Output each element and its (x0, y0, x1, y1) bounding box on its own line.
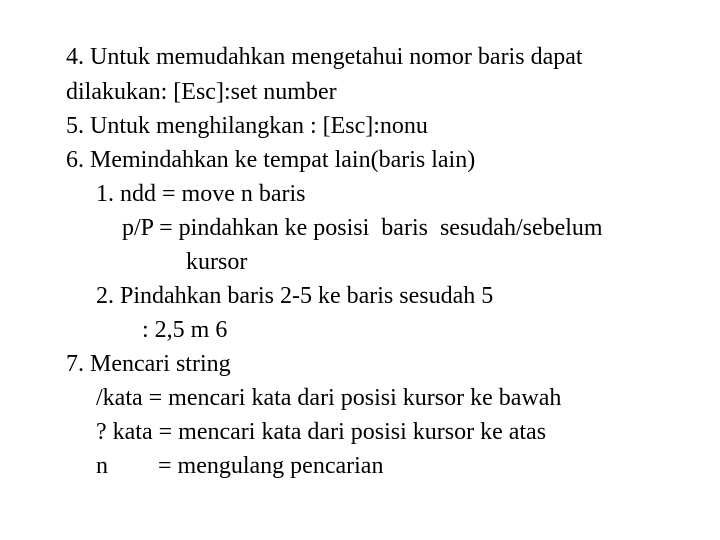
text-line: dilakukan: [Esc]:set number (66, 79, 337, 105)
text-line: n (96, 453, 108, 479)
text-line: kursor (186, 249, 248, 275)
text-line: = mengulang pencarian (158, 453, 384, 479)
text-line: 4. Untuk memudahkan mengetahui nomor baris dapat (66, 44, 583, 70)
text-line: /kata = mencari kata dari posisi kursor ke bawah (96, 385, 562, 411)
text-line: p/P = pindahkan ke posisi baris sesudah/sebelum (122, 215, 603, 241)
text-line: 6. Memindahkan ke tempat lain(baris lain) (66, 147, 476, 173)
text-line: 1. ndd = move n baris (96, 181, 306, 207)
text-line: 5. Untuk menghilangkan : [Esc]:nonu (66, 113, 428, 139)
text-line: 7. Mencari string (66, 351, 231, 377)
text-line: : 2,5 m 6 (142, 317, 228, 343)
text-line: 2. Pindahkan baris 2-5 ke baris sesudah 5 (96, 283, 494, 309)
text-line: ? kata = mencari kata dari posisi kursor ke atas (96, 419, 547, 445)
